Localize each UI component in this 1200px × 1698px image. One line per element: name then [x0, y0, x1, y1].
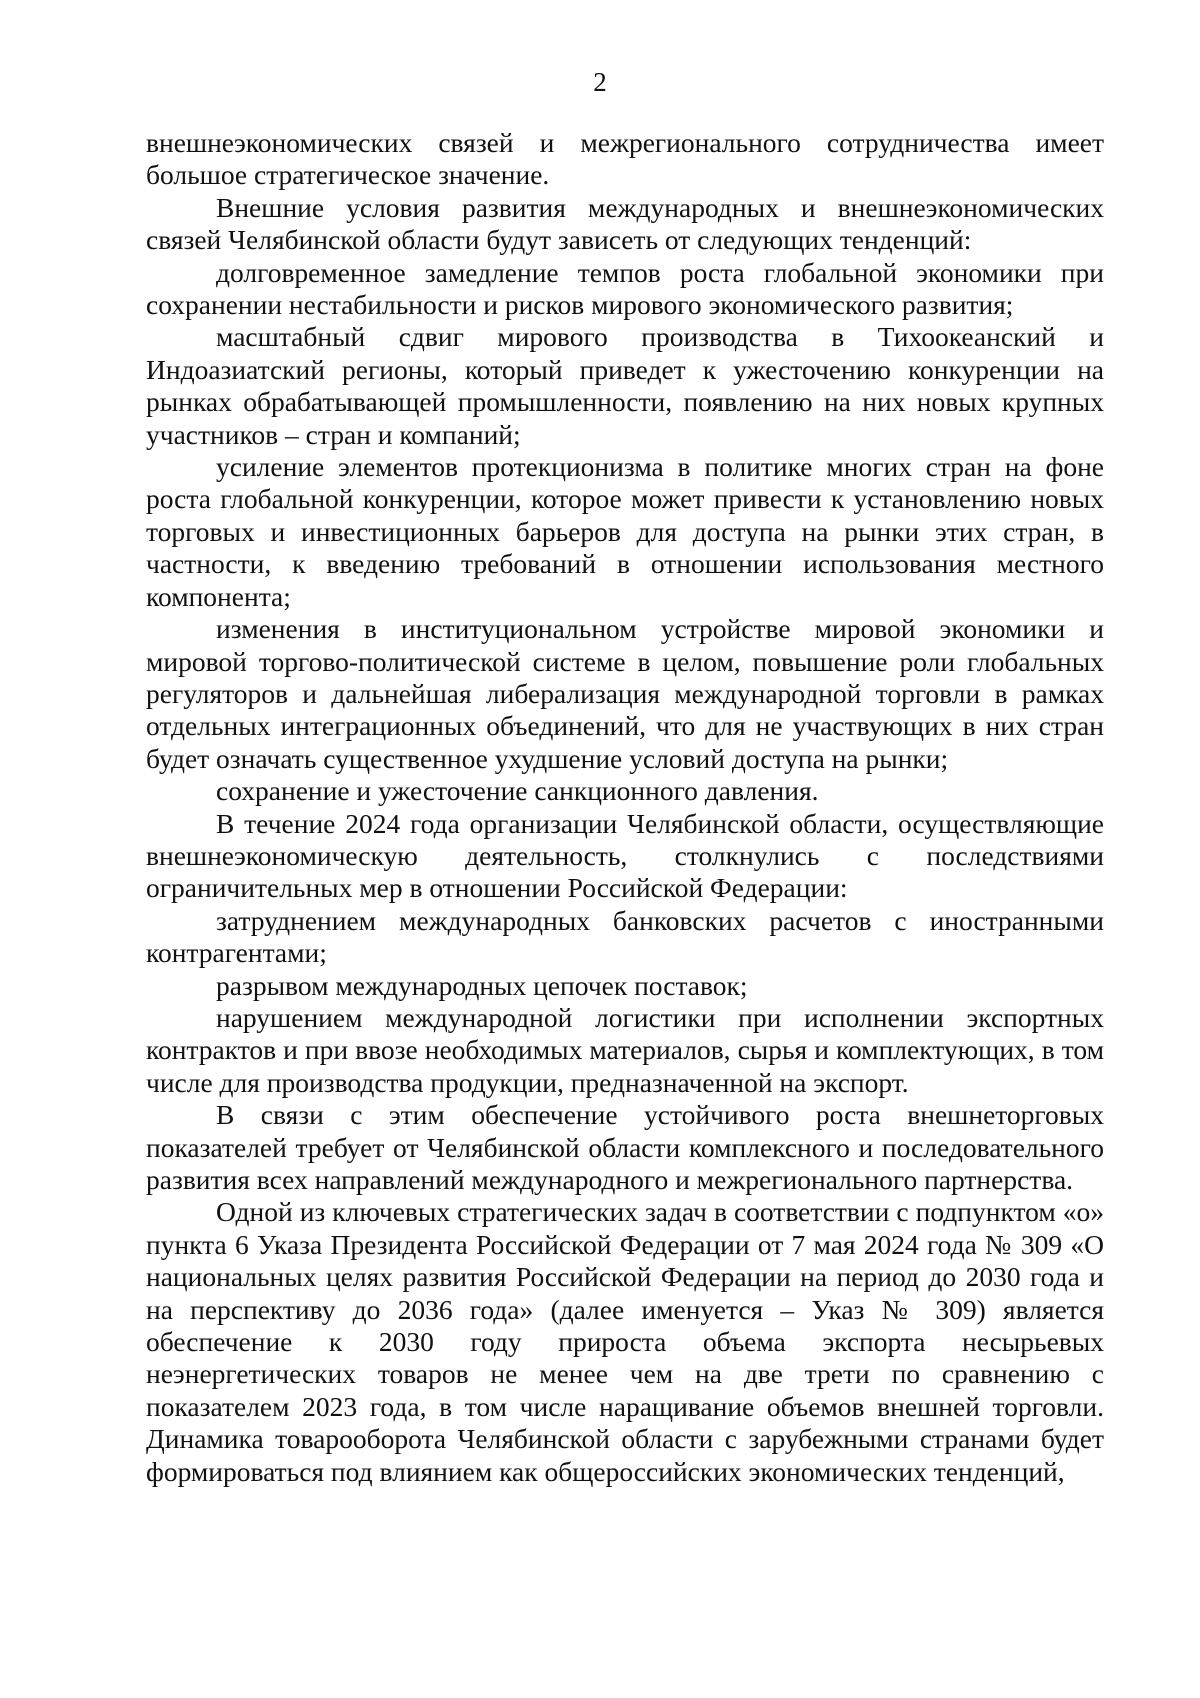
paragraph-sustainable-growth: В связи с этим обеспечение устойчивого роста внешнеторговых показателей требует от Челябинской области комплексного и последовательного развития всех направлений международного и межрегионального партнерства. — [146, 1099, 1104, 1195]
paragraph-trend-production-shift: масштабный сдвиг мирового производства в Тихоокеанский и Индоазиатский регионы, который приведет к ужесточению конкуренции на рынках обрабатывающей промышленности, появлению на них новых крупных участников – стран и компаний; — [146, 321, 1104, 450]
paragraph-continuation: внешнеэкономических связей и межрегионального сотрудничества имеет большое стратегическое значение. — [146, 127, 1104, 191]
paragraph-strategic-task: Одной из ключевых стратегических задач в соответствии с подпунктом «о» пункта 6 Указа Президента Российской Федерации от 7 мая 2024 года № 309 «О национальных целях развития Российской Федерации на период до 2030 года и на перспективу до 2036 года» (далее именуется – Указ № 309) является обеспечение к 2030 году прироста объема экспорта несырьевых неэнергетических товаров не менее чем на две трети по сравнению с показателем 2023 года, в том числе наращивание объемов внешней торговли. Динамика товарооборота Челябинской области с зарубежными странами будет формироваться под влиянием как общероссийских экономических тенденций, — [146, 1196, 1104, 1487]
paragraph-supply-chain-break: разрывом международных цепочек поставок; — [216, 969, 748, 1001]
document-body — [146, 127, 1104, 1488]
paragraph-trend-protectionism: усиление элементов протекционизма в политике многих стран на фоне роста глобальной конкуренции, которое может привести к установлению новых торговых и инвестиционных барьеров для доступа на рынки этих стран, в частности, к введению требований в отношении использования местного компонента; — [146, 451, 1104, 612]
paragraph-logistics-disruption: нарушением международной логистики при исполнении экспортных контрактов и при ввозе необходимых материалов, сырья и комплектующих, в том числе для производства продукции, предназначенной на экспорт. — [146, 1001, 1104, 1098]
paragraph-2024-consequences: В течение 2024 года организации Челябинской области, осуществляющие внешнеэкономическую деятельность, столкнулись с последствиями ограничительных мер в отношении Российской Федерации: — [146, 807, 1104, 904]
paragraph-trend-slowdown: долговременное замедление темпов роста глобальной экономики при сохранении нестабильности и рисков мирового экономического развития; — [146, 256, 1104, 321]
page-number: 2 — [593, 67, 607, 97]
paragraph-external-conditions: Внешние условия развития международных и внешнеэкономических связей Челябинской области будут зависеть от следующих тенденций: — [146, 191, 1104, 256]
paragraph-banking-difficulties: затруднением международных банковских расчетов с иностранными контрагентами; — [146, 904, 1104, 969]
paragraph-trend-institutional-changes: изменения в институциональном устройстве мировой экономики и мировой торгово-политической системе в целом, повышение роли глобальных регуляторов и дальнейшая либерализация международной торговли в рамках отдельных интеграционных объединений, что для не участвующих в них стран будет означать существенное ухудшение условий доступа на рынки; — [146, 613, 1104, 774]
paragraph-trend-sanctions: сохранение и ужесточение санкционного давления. — [216, 775, 819, 807]
